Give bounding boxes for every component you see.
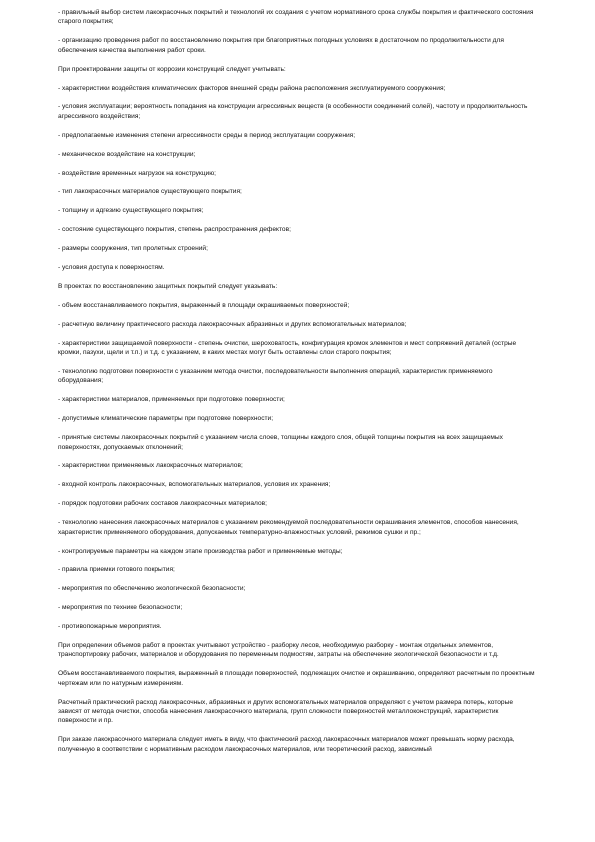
paragraph-17: - характеристики защищаемой поверхности - степень очистки, шероховатость, конфигурация кромок элементов и мест сопряжений деталей (острые кромки, пазухи, щели и т.п.) и т.д. с указанием, в каких местах могут быть оставлены слои старого покрытия; [58,339,517,357]
paragraph-21: - принятые системы лакокрасочных покрытий с указанием числа слоев, толщины каждого слоя, общей толщины покрытия на всех защищаемых поверхностях, допускаемых отклонений; [58,434,503,451]
paragraph-12: - размеры сооружения, тип пролетных строений; [58,245,208,253]
paragraph-23: - входной контроль лакокрасочных, вспомогательных материалов, условия их хранения; [58,481,331,489]
paragraph-14: В проектах по восстановлению защитных покрытий следует указывать: [58,283,278,290]
paragraph-30: - противопожарные мероприятия. [58,623,162,631]
paragraph-22: - характеристики применяемых лакокрасочных материалов; [58,462,243,470]
paragraph-26: - контролируемые параметры на каждом этапе производства работ и применяемые методы; [58,547,343,555]
paragraph-29: - мероприятия по технике безопасности; [58,604,183,612]
paragraph-2: - организацию проведения работ по восстановлению покрытия при благоприятных погодных условиях в достаточном по продолжительности для обеспечения качества выполнения работ сроки. [58,37,504,54]
paragraph-34: При заказе лакокрасочного материала следует иметь в виду, что фактический расход лакокрасочных материалов может превышать норму расхода, полученную в соответствии с нормативным расходом лакокрасочных материалов, или теоретический расход, зависимый [58,736,515,753]
paragraph-31: При определении объемов работ в проектах учитывают устройство - разборку лесов, необходимую разборку - монтаж отдельных элементов, транспортировку рабочих, материалов и оборудования по переменным подмостям, затраты на обеспечение экологической безопасности и т.д. [58,642,499,659]
paragraph-16: - расчетную величину практического расхода лакокрасочных абразивных и других вспомогательных материалов; [58,320,407,328]
paragraph-24: - порядок подготовки рабочих составов лакокрасочных материалов; [58,500,267,508]
paragraph-27: - правила приемки готового покрытия; [58,566,175,574]
paragraph-9: - тип лакокрасочных материалов существующего покрытия; [58,188,242,196]
paragraph-32: Объем восстанавливаемого покрытия, выраженный в площади поверхностей, подлежащих очистке и окрашиванию, определяют расчетным по проектным чертежам или по натурным измерениям. [58,670,535,687]
paragraph-4: - характеристики воздействия климатических факторов внешней среды района расположения эксплуатируемого сооружения; [58,84,446,92]
paragraph-19: - характеристики материалов, применяемых при подготовке поверхности; [58,396,285,404]
paragraph-33: Расчетный практический расход лакокрасочных, абразивных и других вспомогательных материалов определяют с учетом размера потерь, которые зависят от метода очистки, способа нанесения лакокрасочного материала, групп сложности поверхностей металлоконструкций, характеристик поверхности и пр. [58,698,514,725]
paragraph-8: - воздействие временных нагрузок на конструкцию; [58,169,216,177]
paragraph-3: При проектировании защиты от коррозии конструкций следует учитывать: [58,65,286,73]
paragraph-20: - допустимые климатические параметры при подготовке поверхности; [58,415,274,423]
paragraph-1: - правильный выбор систем лакокрасочных покрытий и технологий их создания с учетом нормативного срока службы покрытия и фактического состояния старого покрытия; [58,9,534,26]
paragraph-13: - условия доступа к поверхностям. [58,264,165,272]
paragraph-18: - технологию подготовки поверхности с указанием метода очистки, последовательности выполнения операций, характеристик применяемого оборудования; [58,368,493,385]
paragraph-25: - технологию нанесения лакокрасочных материалов с указанием рекомендуемой последовательности окрашивания элементов, способов нанесения, характеристик применяемого оборудования, допускаемых температурно-влажностных условий, режимов сушки и пр.; [58,519,519,536]
paragraph-6: - предполагаемые изменения степени агрессивности среды в период эксплуатации сооружения; [58,131,356,139]
paragraph-7: - механическое воздействие на конструкции; [58,150,196,158]
paragraph-15: - объем восстанавливаемого покрытия, выраженный в площади окрашиваемых поверхностей; [58,301,350,309]
paragraph-11: - состояние существующего покрытия, степень распространения дефектов; [58,226,291,234]
paragraph-10: - толщину и адгезию существующего покрытия; [58,207,204,215]
paragraph-28: - мероприятия по обеспечению экологической безопасности; [58,585,246,593]
paragraph-5: - условия эксплуатации; вероятность попадания на конструкции агрессивных веществ (в особенности соединений солей), частоту и продолжительность агрессивного воздействия; [58,103,528,120]
